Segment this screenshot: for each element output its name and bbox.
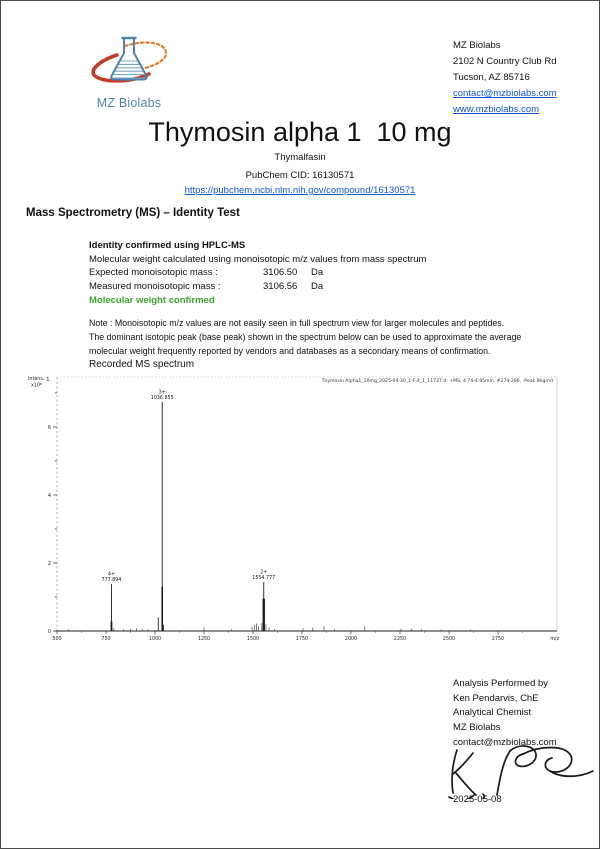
svg-text:3+: 3+ [158, 390, 166, 396]
measured-mass-value: 3106.56 [263, 280, 298, 292]
pubchem-url-link[interactable]: https://pubchem.ncbi.nlm.nih.gov/compound/16130571 [184, 185, 416, 196]
confirmation-status: Molecular weight confirmed [89, 294, 215, 306]
svg-text:1554.777: 1554.777 [252, 576, 276, 582]
svg-text:6: 6 [47, 424, 51, 431]
product-title: Thymosin alpha 1 10 mg [148, 117, 452, 147]
y-axis-scale: x10⁸ [31, 383, 42, 389]
x-axis-title: m/z [550, 637, 559, 642]
svg-text:1000: 1000 [148, 637, 162, 642]
identity-result-block [89, 239, 426, 307]
svg-text:4+: 4+ [107, 572, 116, 578]
svg-text:1500: 1500 [246, 637, 260, 642]
svg-text:2500: 2500 [442, 637, 456, 642]
analyst-block [453, 677, 557, 751]
address-line: 2102 N Country Club Rd [453, 56, 557, 67]
note-line: molecular weight frequently reported by vendors and databases as a secondary means of confirmation. [89, 345, 491, 356]
flask-logo-icon [79, 34, 179, 90]
confirm-heading: Identity confirmed using HPLC-MS [89, 240, 246, 251]
svg-text:0: 0 [47, 628, 51, 635]
note-line: The dominant isotopic peak (base peak) shown in the spectrum below can be used to approximate the average [89, 331, 522, 342]
svg-text:500: 500 [52, 637, 62, 642]
svg-text:750: 750 [101, 637, 111, 642]
ms-spectrum-chart [27, 371, 599, 647]
svg-text:777.894: 777.894 [101, 578, 122, 584]
logo-wordmark: MZ Biolabs [96, 96, 162, 110]
analyst-line: Analytical Chemist [453, 707, 532, 719]
spectrum-annotation: Thymosin Alpha1_10mg_2025-04-30_1-F,4_1_11727.d: +MS, 4.74-4.95min, #274-286, -Peak Bkgrnd [321, 379, 553, 384]
svg-text:4: 4 [47, 492, 51, 499]
measured-mass-unit: Da [311, 280, 324, 292]
analyst-line: contact@mzbiolabs.com [453, 736, 557, 748]
flask-outline [111, 38, 147, 80]
note-line: Note : Monoisotopic m/z values are not easily seen in full spectrum view for larger molecules and peptides. [89, 318, 505, 328]
svg-text:1.: 1. [46, 377, 51, 384]
svg-text:2000: 2000 [344, 637, 358, 642]
x-tick-group [52, 631, 522, 642]
pubchem-cid: PubChem CID: 16130571 [245, 170, 355, 181]
method-line: Molecular weight calculated using monoisotopic m/z values from mass spectrum [89, 253, 427, 265]
spectrum-svg [27, 371, 599, 647]
expected-mass-label: Expected monoisotopic mass : [89, 267, 218, 278]
mz-biolabs-logo [79, 34, 179, 110]
handwritten-signature [439, 743, 599, 799]
company-address-block [453, 38, 557, 118]
svg-text:2250: 2250 [393, 637, 407, 642]
measured-mass-label: Measured monoisotopic mass : [89, 280, 221, 292]
product-subtitle: Thymalfasin [274, 152, 326, 163]
svg-text:2750: 2750 [491, 637, 505, 642]
svg-text:1250: 1250 [197, 637, 211, 642]
note-block [89, 317, 521, 358]
analysis-date: 2025-05-08 [453, 794, 502, 805]
svg-text:1750: 1750 [295, 637, 309, 642]
spectrum-caption: Recorded MS spectrum [89, 359, 195, 370]
analyst-line: MZ Biolabs [453, 722, 501, 734]
svg-text:2+: 2+ [260, 570, 268, 576]
noise-sticks [69, 623, 471, 631]
peak-sticks [102, 389, 276, 631]
svg-text:1036.855: 1036.855 [150, 395, 174, 401]
expected-mass-value: 3106.50 [263, 267, 298, 278]
expected-mass-unit: Da [311, 267, 324, 278]
y-axis-title: Intens. [28, 377, 45, 382]
analyst-line: Ken Pendarvis, ChE [453, 692, 539, 704]
contact-email-link[interactable]: contact@mzbiolabs.com [453, 88, 557, 99]
address-line: MZ Biolabs [453, 40, 501, 51]
expected-mass-row [89, 266, 426, 280]
analyst-line: Analysis Performed by [453, 678, 549, 689]
measured-mass-row [89, 280, 426, 294]
section-heading: Mass Spectrometry (MS) – Identity Test [26, 207, 240, 219]
svg-text:2: 2 [47, 560, 51, 567]
website-link[interactable]: www.mzbiolabs.com [453, 104, 540, 115]
y-tick-group [46, 377, 57, 635]
address-line: Tucson, AZ 85716 [453, 72, 530, 83]
